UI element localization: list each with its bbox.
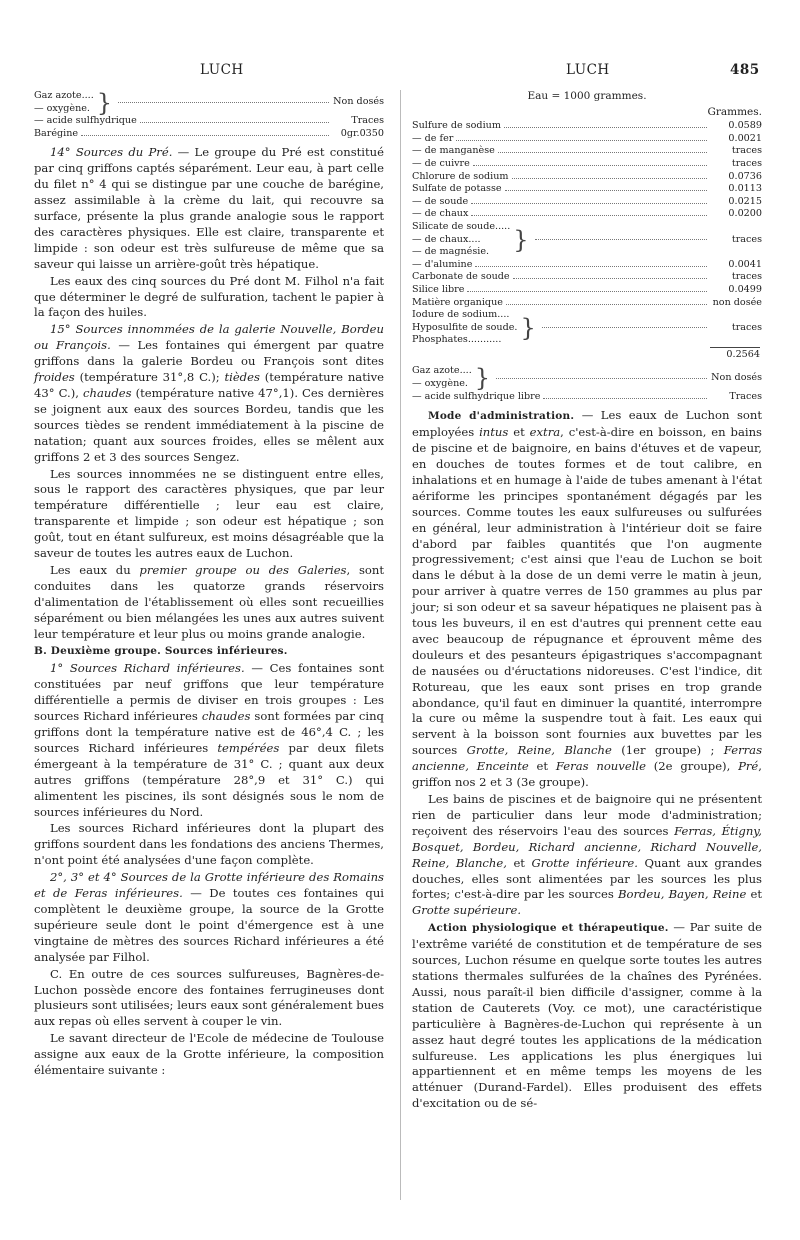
section-heading-b: B. Deuxième groupe. Sources inférieures.	[34, 645, 288, 658]
row-value: 0.0113	[728, 183, 762, 195]
gas-oxygen-label: — oxygène.	[34, 102, 90, 114]
table-unit: Grammes.	[707, 105, 762, 118]
table-row: — acide sulfhydrique libre Traces	[412, 390, 762, 402]
silicate-brace-row: Silicate de soude..... — de chaux.... — de magnésie. } traces	[412, 220, 762, 258]
iodure-brace-row: Iodure de sodium.... Hyposulfite de soude. Phosphates........... } traces	[412, 309, 762, 346]
right-column	[412, 90, 762, 1113]
table-row	[412, 145, 762, 158]
page-number: 485	[730, 62, 760, 78]
gas-brace-row	[34, 90, 384, 115]
group-item-label: Iodure de sodium....	[412, 309, 510, 321]
left-running-title: LUCH	[200, 62, 244, 78]
row-label: — d'alumine	[412, 258, 473, 270]
brace-symbol: }	[520, 313, 536, 342]
gas-brace-row: Gaz azote.... — oxygène. } Non dosés	[412, 364, 762, 393]
row-label: — de soude	[412, 195, 469, 207]
group-item-label: Phosphates...........	[412, 334, 502, 346]
row-label: — de chaux	[412, 208, 469, 220]
row-value: 0.0499	[728, 283, 762, 295]
brace-symbol: }	[96, 88, 113, 117]
row-label: Carbonate de soude	[412, 271, 510, 283]
paragraph: C. En outre de ces sources sulfureuses, Bagnères-de-Luchon possède encore des fontaines ferrugineuses dont plusieurs sont utilisées; leurs eaux sont généralement bues aux repas où elles servent à couper le vin.	[34, 966, 384, 1029]
table-row	[412, 171, 762, 184]
row-value: traces	[731, 157, 762, 169]
table-row: — acide sulfhydrique Traces	[34, 115, 384, 127]
table-row	[412, 133, 762, 146]
paragraph: Les eaux du premier groupe ou des Galeries, sont conduites dans les quatorze grands réservoirs d'alimentation de l'établissement où elles sont recueillies séparément ou bien mélangées les unes aux autres suivent leur température et leur plus ou moins grande analogie.	[34, 562, 385, 641]
brace-symbol: }	[474, 364, 491, 393]
paragraph: Les eaux des cinq sources du Pré dont M. Filhol n'a fait que déterminer le degré de sulfuration, tachent le papier à la façon des huiles.	[34, 273, 384, 320]
row-label: Sulfure de sodium	[412, 120, 501, 132]
column-divider	[400, 90, 401, 1200]
group-item-label: — de magnésie.	[412, 246, 490, 258]
brace-symbol: }	[513, 225, 529, 254]
group-item-label: — de chaux....	[412, 233, 481, 245]
table-row: Barégine 0gr.0350	[34, 127, 384, 139]
row-value: 0.0200	[728, 208, 762, 220]
row-label: — de fer	[412, 132, 454, 144]
row-label: — de cuivre	[412, 157, 470, 169]
left-column	[34, 90, 384, 1080]
row-value: 0.0736	[728, 170, 762, 182]
paragraph-action: Action physiologique et thérapeutique. — Par suite de l'extrême variété de constitution et de température de ses sources, Luchon résume en quelque sorte toutes les autres stations thermales sulfurées de la chaînes des Pyrénées. Aussi, nous paraît-il bien difficile d'assigner, comme à la station de Cauterets (Voy. ce mot), une caractéristique particulière à Bagnères-de-Luchon qui représente à un assez haut degré toutes les applications de la médication sulfureuse. Les applications les plus énergiques lui appartiennent et en même temps les moyens de les atténuer (Durand-Fardel). Elles produisent des effets d'excitation ou de sé-	[412, 920, 763, 1111]
paragraph-sources-pre: 14° Sources du Pré. — Le groupe du Pré est constitué par cinq griffons captés séparément. Leur eau, à part celle du filet n° 4 qui se distingue par une couche de barégine, assez assimilable à la crème du lait, qui recouvre sa surface, présente la plus grande analogie sous le rapport des caractères physiques. Elle est claire, transparente et limpide : son odeur est très sulfureuse de même que sa saveur qui laisse un arrière-goût très hépatique.	[34, 145, 385, 271]
paragraph: Les sources innommées ne se distinguent entre elles, sous le rapport des caractères physiques, que par leur température différentielle ; leur eau est claire, transparente et limpide ; son odeur est hépatique ; son goût, tout en étant sulfureux, est moins désagréable que la saveur de toutes les autres eaux de Luchon.	[34, 466, 384, 561]
row-label: Silice libre	[412, 283, 465, 295]
table-row	[412, 196, 762, 209]
row-value: 0.0021	[728, 132, 762, 144]
table-row	[412, 259, 762, 272]
gas-table-left	[34, 90, 384, 140]
group-item-label: Hyposulfite de soude.	[412, 321, 518, 333]
row-value: non dosée	[712, 296, 762, 308]
row-value: traces	[731, 271, 762, 283]
paragraph-bains: Les bains de piscines et de baignoire qui ne présentent rien de particulier dans leur mode d'administration; reçoivent des réservoirs l'eau des sources Ferras, Étigny, Bosquet, Bordeu, Richard ancienne, Richard Nouvelle, Reine, Blanche, et Grotte inférieure. Quant aux grandes douches, elles sont alimentées par les sources les plus fortes; c'est-à-dire par les sources Bordeu, Bayen, Reine et Grotte supérieure.	[412, 792, 762, 918]
row-label: Sulfate de potasse	[412, 183, 502, 195]
paragraph-mode-administration: Mode d'administration. — Les eaux de Luchon sont employées intus et extra, c'est-à-dire en boisson, en bains de piscine et de baignoire, en bains d'étuves et de vapeur, en douches de toutes formes et de tout calibre, en inhalations et en humage à l'aide de tubes amenant à l'état aériforme les principes spontanément dégagés par les sources. Comme toutes les eaux sulfureuses ou sulfurées en général, leur administration à l'intérieur doit se faire d'abord par faibles quantités que l'on augmente progressivement; c'est ainsi que l'eau de Luchon se boit dans le début à la dose de un demi verre le matin à jeun, pour arriver à quatre verres de 150 grammes au plus par jour; si son odeur et sa saveur hépatiques ne plaisent pas à tous les buveurs, il en est d'autres qui prennent cette eau avec beaucoup de répugnance et éprouvent même des douleurs et des pesanteurs épigastriques s'accompagnant de nausées ou d'éructations nidoreuses. C'est l'indice, dit Rotureau, que les eaux sont prises en trop grande abondance, qu'il faut en diminuer la quantité, interrompre la cure ou même la suspendre tout à fait. Les eaux qui servent à la boisson sont fournies aux buvettes par les sources Grotte, Reine, Blanche (1er groupe) ; Ferras ancienne, Enceinte et Feras nouvelle (2e groupe), Pré, griffon nos 2 et 3 (3e groupe).	[412, 408, 763, 790]
table-row	[412, 208, 762, 221]
group-item-label: Silicate de soude.....	[412, 220, 511, 232]
gas-value: Non dosés	[333, 96, 384, 108]
table-row	[412, 271, 762, 284]
composition-table	[412, 90, 762, 403]
paragraph: Les sources Richard inférieures dont la plupart des griffons sourdent dans les fondations des anciens Thermes, n'ont point été analysées d'une façon complète.	[34, 821, 384, 868]
table-heading: Eau = 1000 grammes.	[527, 90, 647, 102]
gas-azote-label: Gaz azote....	[34, 90, 94, 101]
table-row	[412, 297, 762, 310]
paragraph-grotte: 2°, 3° et 4° Sources de la Grotte inférieure des Romains et de Feras inférieures. — De toutes ces fontaines qui complètent le deuxième groupe, la source de la Grotte supérieure seule dont le point d'émergence est à une vingtaine de mètres des sources Richard inférieures a été analysée par Filhol.	[34, 870, 384, 964]
table-row	[412, 120, 762, 133]
row-value: 0.0041	[728, 258, 762, 270]
row-value: traces	[731, 145, 762, 157]
row-label: Chlorure de sodium	[412, 170, 509, 182]
paragraph-richard: 1° Sources Richard inférieures. — Ces fontaines sont constituées par neuf griffons que leur température différentielle a permis de diviser en trois groupes : Les sources Richard inférieures chaudes sont formées par cinq griffons dont la température native est de 46°,4 C. ; les sources Richard inférieures tempérées par deux filets émergeant à la température de 31° C. ; quant aux deux autres griffons (température 28°,9 et 31° C.) qui alimentent les piscines, ils sont désignés sous le nom de sources inférieures du Nord.	[34, 661, 384, 819]
row-label: Matière organique	[412, 296, 503, 308]
right-running-title: LUCH	[566, 62, 610, 78]
row-value: 0.0215	[728, 195, 762, 207]
table-row	[412, 284, 762, 297]
paragraph: Le savant directeur de l'Ecole de médecine de Toulouse assigne aux eaux de la Grotte inférieure, la composition élémentaire suivante :	[34, 1031, 384, 1078]
table-row	[412, 158, 762, 171]
row-value: 0.0589	[728, 120, 762, 132]
row-label: — de manganèse	[412, 145, 495, 157]
table-total: 0.2564	[412, 347, 762, 362]
paragraph-sources-innommees: 15° Sources innommées de la galerie Nouvelle, Bordeu ou François. — Les fontaines qui émergent par quatre griffons dans la galerie Bordeu ou François sont dites froides (température 31°,8 C.); tièdes (température native 43° C.), chaudes (température native 47°,1). Ces dernières se joignent aux eaux des sources Bordeu, tandis que les sources tièdes se rendent immédiatement à la piscine de natation; quant aux sources froides, elles se mêlent aux griffons 2 et 3 des sources Sengez.	[34, 322, 384, 464]
table-row	[412, 183, 762, 196]
